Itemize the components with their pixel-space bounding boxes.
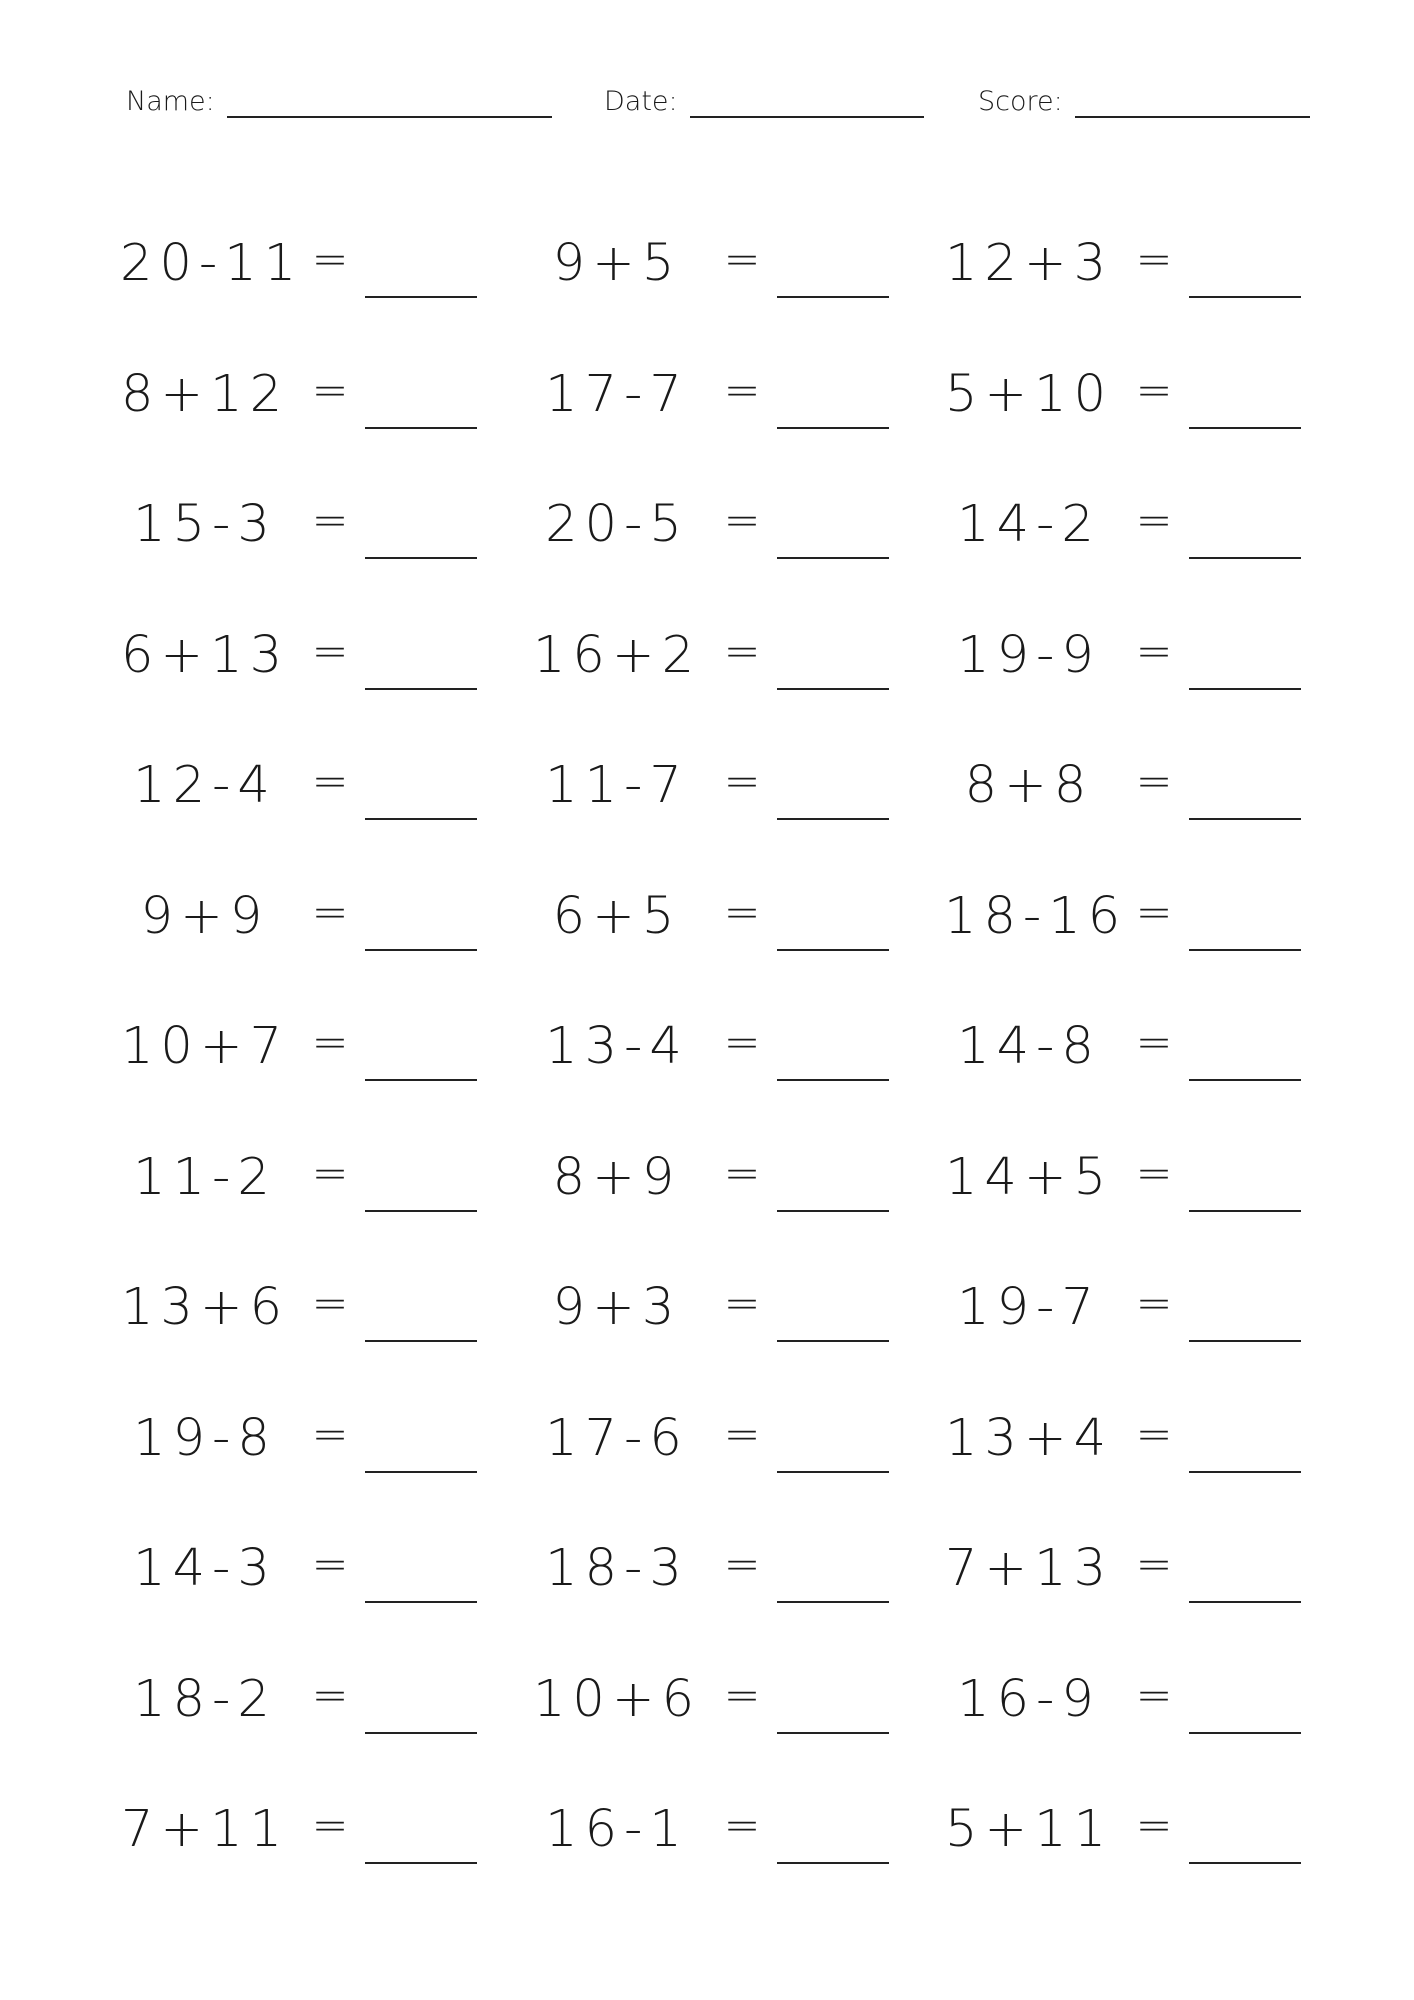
problem-expression: 7+11: [120, 1800, 290, 1859]
problem-row: [120, 1274, 1330, 1344]
problem-item: [944, 1405, 1344, 1475]
equals-sign: =: [723, 1669, 761, 1721]
problem-item: [532, 1535, 932, 1605]
equals-sign: =: [723, 1017, 761, 1068]
problem-expression: 5+11: [944, 1800, 1114, 1859]
problem-expression: 13-4: [545, 1017, 689, 1076]
answer-blank[interactable]: [365, 688, 477, 690]
problem-item: [944, 752, 1344, 822]
problem-item: [532, 1666, 932, 1736]
problem-expression: 6+13: [120, 625, 290, 685]
problem-item: [120, 1535, 520, 1605]
equals-sign: =: [723, 1539, 761, 1590]
problem-expression: 9+5: [552, 234, 682, 293]
answer-blank[interactable]: [1189, 1471, 1301, 1473]
score-blank[interactable]: [1075, 86, 1310, 118]
problem-expression: 9+9: [140, 886, 270, 946]
answer-blank[interactable]: [1189, 1862, 1301, 1864]
problem-expression: 10+7: [120, 1017, 290, 1076]
problem-item: [120, 491, 520, 561]
problem-expression: 20-5: [545, 495, 689, 554]
answer-blank[interactable]: [1189, 1732, 1301, 1734]
problem-item: [532, 1274, 932, 1344]
problem-expression: 12+3: [944, 234, 1114, 293]
answer-blank[interactable]: [1189, 296, 1301, 298]
problem-expression: 16-9: [957, 1669, 1101, 1729]
answer-blank[interactable]: [365, 1862, 477, 1864]
answer-blank[interactable]: [777, 1862, 889, 1864]
answer-blank[interactable]: [365, 1340, 477, 1342]
problem-item: [120, 752, 520, 822]
problem-expression: 11-2: [133, 1147, 277, 1207]
equals-sign: =: [1135, 1017, 1173, 1068]
problem-item: [532, 491, 932, 561]
equals-sign: =: [311, 625, 349, 677]
problem-expression: 18-16: [944, 886, 1128, 946]
answer-blank[interactable]: [365, 1732, 477, 1734]
equals-sign: =: [723, 364, 761, 416]
problem-row: [120, 1144, 1330, 1214]
problem-item: [532, 622, 932, 692]
problem-row: [120, 622, 1330, 692]
problem-item: [944, 1535, 1344, 1605]
answer-blank[interactable]: [365, 557, 477, 559]
problem-expression: 12-4: [133, 756, 277, 815]
problem-item: [120, 1274, 520, 1344]
equals-sign: =: [1135, 886, 1173, 938]
problem-expression: 18-3: [545, 1539, 689, 1598]
problem-item: [532, 1013, 932, 1083]
equals-sign: =: [1135, 625, 1173, 677]
problem-item: [532, 752, 932, 822]
equals-sign: =: [311, 1800, 349, 1851]
answer-blank[interactable]: [1189, 818, 1301, 820]
answer-blank[interactable]: [1189, 1210, 1301, 1212]
problem-item: [532, 1405, 932, 1475]
problem-expression: 19-7: [957, 1278, 1101, 1337]
problem-item: [944, 230, 1344, 300]
equals-sign: =: [723, 625, 761, 677]
problem-expression: 8+9: [552, 1147, 682, 1207]
equals-sign: =: [1135, 234, 1173, 285]
problem-item: [120, 361, 520, 431]
equals-sign: =: [723, 1278, 761, 1329]
name-blank[interactable]: [227, 86, 552, 118]
problem-row: [120, 1535, 1330, 1605]
problem-row: [120, 1013, 1330, 1083]
equals-sign: =: [311, 886, 349, 938]
problem-item: [120, 1144, 520, 1214]
problem-row: [120, 752, 1330, 822]
equals-sign: =: [723, 1408, 761, 1460]
answer-blank[interactable]: [777, 1601, 889, 1603]
problem-expression: 9+3: [552, 1278, 682, 1337]
equals-sign: =: [311, 234, 349, 285]
equals-sign: =: [311, 1278, 349, 1329]
problem-item: [944, 1013, 1344, 1083]
problem-item: [944, 883, 1344, 953]
problem-expression: 19-8: [133, 1408, 277, 1468]
equals-sign: =: [723, 1800, 761, 1851]
equals-sign: =: [1135, 1147, 1173, 1199]
equals-sign: =: [1135, 1408, 1173, 1460]
answer-blank[interactable]: [777, 1079, 889, 1081]
answer-blank[interactable]: [365, 1210, 477, 1212]
problem-expression: 17-7: [545, 364, 689, 424]
equals-sign: =: [723, 234, 761, 285]
problem-expression: 14-2: [957, 495, 1101, 554]
problem-expression: 14+5: [944, 1147, 1114, 1207]
equals-sign: =: [1135, 1669, 1173, 1721]
problem-item: [944, 1274, 1344, 1344]
name-label: Name:: [126, 86, 215, 117]
answer-blank[interactable]: [777, 1732, 889, 1734]
problem-expression: 8+12: [120, 364, 290, 424]
equals-sign: =: [1135, 495, 1173, 546]
problem-item: [944, 491, 1344, 561]
answer-blank[interactable]: [1189, 688, 1301, 690]
equals-sign: =: [723, 886, 761, 938]
problem-expression: 13+4: [944, 1408, 1114, 1468]
problem-row: [120, 1666, 1330, 1736]
answer-blank[interactable]: [777, 557, 889, 559]
equals-sign: =: [311, 1539, 349, 1590]
answer-blank[interactable]: [777, 688, 889, 690]
answer-blank[interactable]: [777, 427, 889, 429]
answer-blank[interactable]: [1189, 1079, 1301, 1081]
score-field: [978, 86, 1310, 118]
problem-expression: 19-9: [957, 625, 1101, 685]
equals-sign: =: [311, 1017, 349, 1068]
equals-sign: =: [1135, 1800, 1173, 1851]
problem-expression: 16+2: [532, 625, 702, 685]
answer-blank[interactable]: [365, 427, 477, 429]
problem-item: [532, 230, 932, 300]
answer-blank[interactable]: [365, 1601, 477, 1603]
worksheet-header: [126, 86, 1316, 126]
problem-row: [120, 491, 1330, 561]
answer-blank[interactable]: [777, 818, 889, 820]
problem-item: [944, 1666, 1344, 1736]
problem-expression: 7+13: [944, 1539, 1114, 1598]
equals-sign: =: [1135, 1278, 1173, 1329]
problem-item: [532, 1144, 932, 1214]
problem-item: [944, 361, 1344, 431]
answer-blank[interactable]: [777, 1471, 889, 1473]
answer-blank[interactable]: [1189, 557, 1301, 559]
problem-item: [120, 1796, 520, 1866]
answer-blank[interactable]: [1189, 949, 1301, 951]
date-field: [604, 86, 924, 118]
name-field: [126, 86, 552, 118]
problem-expression: 11-7: [545, 756, 689, 815]
equals-sign: =: [1135, 1539, 1173, 1590]
answer-blank[interactable]: [365, 818, 477, 820]
answer-blank[interactable]: [777, 1210, 889, 1212]
problem-item: [120, 1666, 520, 1736]
problem-expression: 15-3: [133, 495, 277, 554]
problem-item: [120, 883, 520, 953]
problem-item: [120, 1013, 520, 1083]
equals-sign: =: [311, 364, 349, 416]
problem-item: [944, 622, 1344, 692]
answer-blank[interactable]: [365, 296, 477, 298]
problem-item: [944, 1796, 1344, 1866]
answer-blank[interactable]: [1189, 1601, 1301, 1603]
answer-blank[interactable]: [777, 296, 889, 298]
equals-sign: =: [723, 756, 761, 807]
problem-item: [532, 1796, 932, 1866]
problem-expression: 18-2: [133, 1669, 277, 1729]
problem-expression: 17-6: [545, 1408, 689, 1468]
problem-expression: 14-8: [957, 1017, 1101, 1076]
problem-expression: 13+6: [120, 1278, 290, 1337]
problem-item: [944, 1144, 1344, 1214]
problem-row: [120, 1405, 1330, 1475]
answer-blank[interactable]: [1189, 1340, 1301, 1342]
equals-sign: =: [723, 1147, 761, 1199]
date-label: Date:: [604, 86, 678, 117]
problem-expression: 14-3: [133, 1539, 277, 1598]
problem-item: [120, 622, 520, 692]
equals-sign: =: [311, 495, 349, 546]
problem-row: [120, 883, 1330, 953]
equals-sign: =: [311, 1408, 349, 1460]
problem-item: [532, 361, 932, 431]
problem-expression: 16-1: [545, 1800, 689, 1859]
problem-item: [532, 883, 932, 953]
problem-expression: 5+10: [944, 364, 1114, 424]
problem-expression: 8+8: [964, 756, 1094, 815]
equals-sign: =: [1135, 756, 1173, 807]
problem-expression: 20-11: [120, 234, 304, 293]
answer-blank[interactable]: [365, 949, 477, 951]
problem-item: [120, 1405, 520, 1475]
problem-expression: 6+5: [552, 886, 682, 946]
answer-blank[interactable]: [777, 949, 889, 951]
date-blank[interactable]: [690, 86, 924, 118]
equals-sign: =: [723, 495, 761, 546]
equals-sign: =: [1135, 364, 1173, 416]
problem-row: [120, 230, 1330, 300]
equals-sign: =: [311, 756, 349, 807]
problem-item: [120, 230, 520, 300]
equals-sign: =: [311, 1669, 349, 1721]
score-label: Score:: [978, 86, 1063, 117]
answer-blank[interactable]: [365, 1079, 477, 1081]
answer-blank[interactable]: [365, 1471, 477, 1473]
problem-expression: 10+6: [532, 1669, 702, 1729]
problem-row: [120, 1796, 1330, 1866]
problem-row: [120, 361, 1330, 431]
answer-blank[interactable]: [777, 1340, 889, 1342]
equals-sign: =: [311, 1147, 349, 1199]
answer-blank[interactable]: [1189, 427, 1301, 429]
